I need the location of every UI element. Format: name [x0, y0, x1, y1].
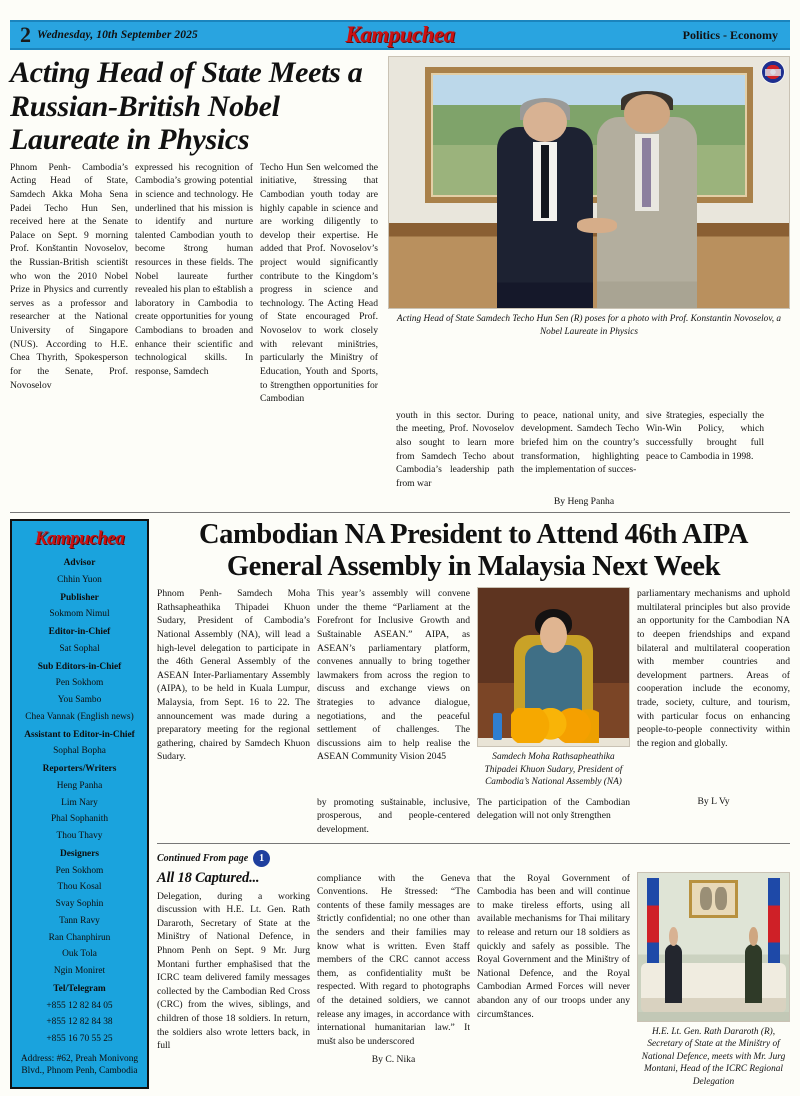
staff-person: Ouk Tola — [62, 949, 97, 960]
continued-page-badge[interactable]: 1 — [253, 850, 270, 867]
article-aipa-cont-column-1: by promoting suštainable, inclusive, prosperous, and people-centered development. — [317, 796, 470, 835]
staff-person: Pen Sokhom — [55, 678, 104, 689]
newspaper-page — [0, 20, 800, 1096]
article-aipa-photo-block — [477, 587, 630, 794]
article-aipa-photo — [477, 587, 630, 747]
staff-person: Sokmom Nimul — [49, 609, 110, 620]
article-aipa-cont-column-2: The participation of the Cambodian delegation will not only štrengthen — [477, 796, 630, 822]
middle-band — [10, 519, 790, 1093]
article-continued-byline: By C. Nika — [371, 1054, 416, 1066]
staff-role-1: Publisher — [60, 592, 99, 603]
staff-person: Chea Vannak (English news) — [25, 711, 134, 722]
staff-person: Pen Sokhom — [55, 865, 104, 876]
article-lead-column-1: Phnom Penh- Cambodia’s Acting Head of State, Samdech Akka Moha Sena Padei Techo Hun Sen, received here at the Senate Palace on Sept. 9 morning Prof. Konštantin Novoselov, the Russian-British scientišt who won the 2010 Nobel Prize in Physics and currently serves as a professor and researcher at the National University of Singapore (NUS). According to H.E. Chea Thyrith, Spokesperson for the Senate, Prof. Novoselov — [10, 161, 128, 391]
article-aipa-headline: Cambodian NA President to Attend 46th AIPA General Assembly in Malaysia Next Week — [198, 519, 749, 582]
continued-from-label: Continued From page — [157, 852, 249, 864]
article-lead-photo-wrap — [388, 56, 790, 309]
staff-person: Lim Nary — [61, 797, 98, 808]
staff-role-4: Assistant to Editor-in-Chief — [24, 729, 135, 740]
staff-person: Thou Thavy — [56, 831, 103, 842]
article-continued-title: All 18 Captured... — [157, 869, 260, 886]
article-continued-right — [477, 850, 630, 1094]
article-lead-cont-column-1: youth in this sector. During the meeting, Prof. Novoselov also sought to learn more from Samdech Techo about Cambodia’s leadership path from war — [396, 409, 514, 489]
article-lead-byline: By Heng Panha — [553, 496, 615, 508]
staff-role-6: Designers — [59, 848, 100, 859]
article-aipa-byline: By L Vy — [697, 795, 730, 807]
staff-box-logo: Kampuchea — [34, 528, 125, 550]
article-lead-text-block — [10, 56, 380, 406]
masthead-title: Kampuchea — [345, 22, 455, 47]
staff-person: Ran Chanphirun — [48, 932, 111, 943]
divider-1 — [10, 512, 790, 513]
staff-person: Ngin Moniret — [53, 966, 106, 977]
staff-person: Sophal Bopha — [53, 746, 106, 757]
staff-role-5: Reporters/Writers — [42, 764, 117, 775]
article-continued-photo-block — [637, 850, 790, 1094]
section-label: Politics - Economy — [682, 27, 778, 42]
article-continued-left — [157, 850, 310, 1094]
page-number: 2 — [20, 22, 31, 47]
article-continued-middle — [317, 850, 470, 1094]
article-lead-photo — [388, 56, 790, 309]
staff-person: +855 12 82 84 38 — [46, 1017, 113, 1028]
staff-person: Chhin Yuon — [57, 574, 102, 585]
article-aipa-column-4: parliamentary mechanisms and uphold multilateral principles but also provide an opportunity for the Cambodian NA to deepen friendships and expand bilateral and multilateral cooperation with member countries and development partners. Areas of cooperation include the economy, trade, society, culture, and tourism, with particular focus on enhancing people-to-people connectivity within the region and globally. — [637, 588, 790, 749]
article-continued-column-2: compliance with the Geneva Conventions. He štressed: “The contents of these family messages are štrictly confidential; no one other than the senders and their families may know what is written. Even štaff members of the CRC cannot access them, as confidentiality mušt be respected. With regard to photographs of the detained soldiers, we cannot release any images, in accordance with international humanitarian law.” It mušt also be underscored — [317, 872, 470, 1047]
staff-person: Svay Sophin — [55, 899, 104, 910]
staff-person: Heng Panha — [56, 780, 103, 791]
article-continued-column-1: Delegation, during a working discussion with H.E. Lt. Gen. Rath Dararoth, Secretary of State at the Miništry of National Defence, in Phnom Penh on Sept. 9 Mr. Jurg Montani further emphašised that the ICRC team delivered family messages collected by the Cambodian Red Cross (CRC) from the wives, siblings, and children of those 18 soldiers. In return, the soldiers also wrote letters back, in full — [157, 890, 310, 1052]
staff-person: You Sambo — [57, 695, 102, 706]
staff-box-address: Address: #62, Preah Monivong Blvd., Phnom Penh, Cambodia — [20, 1053, 139, 1076]
article-continued-column-3: that the Royal Government of Cambodia has been and will continue to make tireless efforts, using all available mechanisms for Thai military to release and return our 18 soldiers as quickly and safely as possible. The Royal Government and the Miništry of National Defence, and the Royal Cambodian Armed Forces will never abandon any of our troops under any circumštances. — [477, 872, 630, 1020]
article-lead-cont-column-2: to peace, national unity, and development. Samdech Techo briefed him on the country’s transformation, highlighting the implementation of succes- — [521, 409, 639, 476]
article-aipa — [157, 519, 790, 836]
staff-person: Tann Ravy — [59, 915, 100, 926]
staff-masthead-box — [10, 519, 149, 1089]
staff-person: +855 16 70 55 25 — [46, 1034, 113, 1045]
divider-2 — [157, 843, 790, 844]
staff-person: Thou Kosal — [57, 882, 102, 893]
article-continued-photo — [637, 872, 790, 1022]
article-lead-cont-column-3: sive štrategies, especially the Win-Win Policy, which successfully brought full peace to Cambodia in 1998. — [646, 409, 764, 462]
article-lead-continuation — [396, 409, 790, 491]
publication-date: Wednesday, 10th September 2025 — [37, 29, 198, 41]
page-header-bar — [10, 20, 790, 50]
staff-role-7: Tel/Telegram — [53, 983, 106, 994]
staff-role-0: Advisor — [63, 558, 96, 569]
staff-person: +855 12 82 84 05 — [46, 1000, 113, 1011]
article-lead-column-3: Techo Hun Sen welcomed the initiative, štressing that Cambodian youth today are highly capable in science and are working diligently to develop their expertise. He added that Prof. Novoselov’s project would significantly contribute to the Kingdom’s progress in science and technology. The Acting Head of State encouraged Prof. Novoselov to work closely with relevant miništries, particularly the Miništry of Education, Youth and Sports, to štrengthen opportunities for Cambodian — [260, 161, 378, 405]
staff-list — [16, 558, 143, 1046]
staff-person: Sat Sophal — [59, 643, 100, 654]
article-continued-photo-caption: H.E. Lt. Gen. Rath Dararoth (R), Secretary of State at the Miništry of National Defence, meets with Mr. Jurg Montani, Head of the ICRC Regional Delegation — [641, 1026, 786, 1087]
article-lead-column-2: expressed his recognition of Cambodia’s growing potential in science and technology. He underlined that his mission is to identify and nurture talented Cambodian youth to become štrong human resources in these fields. The Nobel laureate further revealed his plan to eštablish a laboratory in Cambodia to create opportunities for young Cambodians to broaden and enhance their scientific and technological skills. In response, Samdech — [135, 161, 253, 377]
article-lead-photo-caption: Acting Head of State Samdech Techo Hun Sen (R) poses for a photo with Prof. Konstantin Novoselov, a Nobel Laureate in Physics — [396, 314, 782, 337]
continued-from-line — [157, 850, 310, 867]
middle-right-column — [157, 519, 790, 1093]
staff-role-3: Sub Editors-in-Chief — [37, 661, 122, 672]
news-logo-badge-icon — [762, 61, 784, 83]
article-lead-headline: Acting Head of State Meets a Russian-British Nobel Laureate in Physics — [10, 56, 363, 157]
staff-person: Phal Sophanith — [50, 814, 109, 825]
article-aipa-photo-caption: Samdech Moha Rathsapheathika Thipadei Khuon Sudary, President of Cambodia’s National Assembly (NA) — [484, 752, 623, 788]
article-lead-photo-block — [388, 56, 790, 406]
staff-role-2: Editor-in-Chief — [48, 627, 111, 638]
article-aipa-column-1: Phnom Penh- Samdech Moha Rathsapheathika Thipadei Khuon Sudary, President of Cambodia’s National Assembly (NA), will lead a high-level delegation to participate in the 46th General Assembly of the ASEAN Inter-Parliamentary Assembly (AIPA), to be held in Kuala Lumpur, Malaysia, from Sept. 16 to 22. The announcement was made during a preparatory meeting for the regional gathering, chaired by Samdech Khuon Sudary. — [157, 588, 310, 763]
article-continued — [157, 850, 790, 1094]
article-aipa-column-2: This year’s assembly will convene under the theme “Parliament at the Forefront for Inclusive Growth and Suštainable ASEAN.” AIPA, as ASEAN’s parliamentary platform, convenes annually to bring together lawmakers from across the region to discuss and exchange views on štrategies to advance dialogue, negotiations, and the peaceful settlement of challenges. The discussions aim to help realise the ASEAN Community Vision 2045 — [317, 588, 470, 763]
article-lead — [10, 56, 790, 406]
